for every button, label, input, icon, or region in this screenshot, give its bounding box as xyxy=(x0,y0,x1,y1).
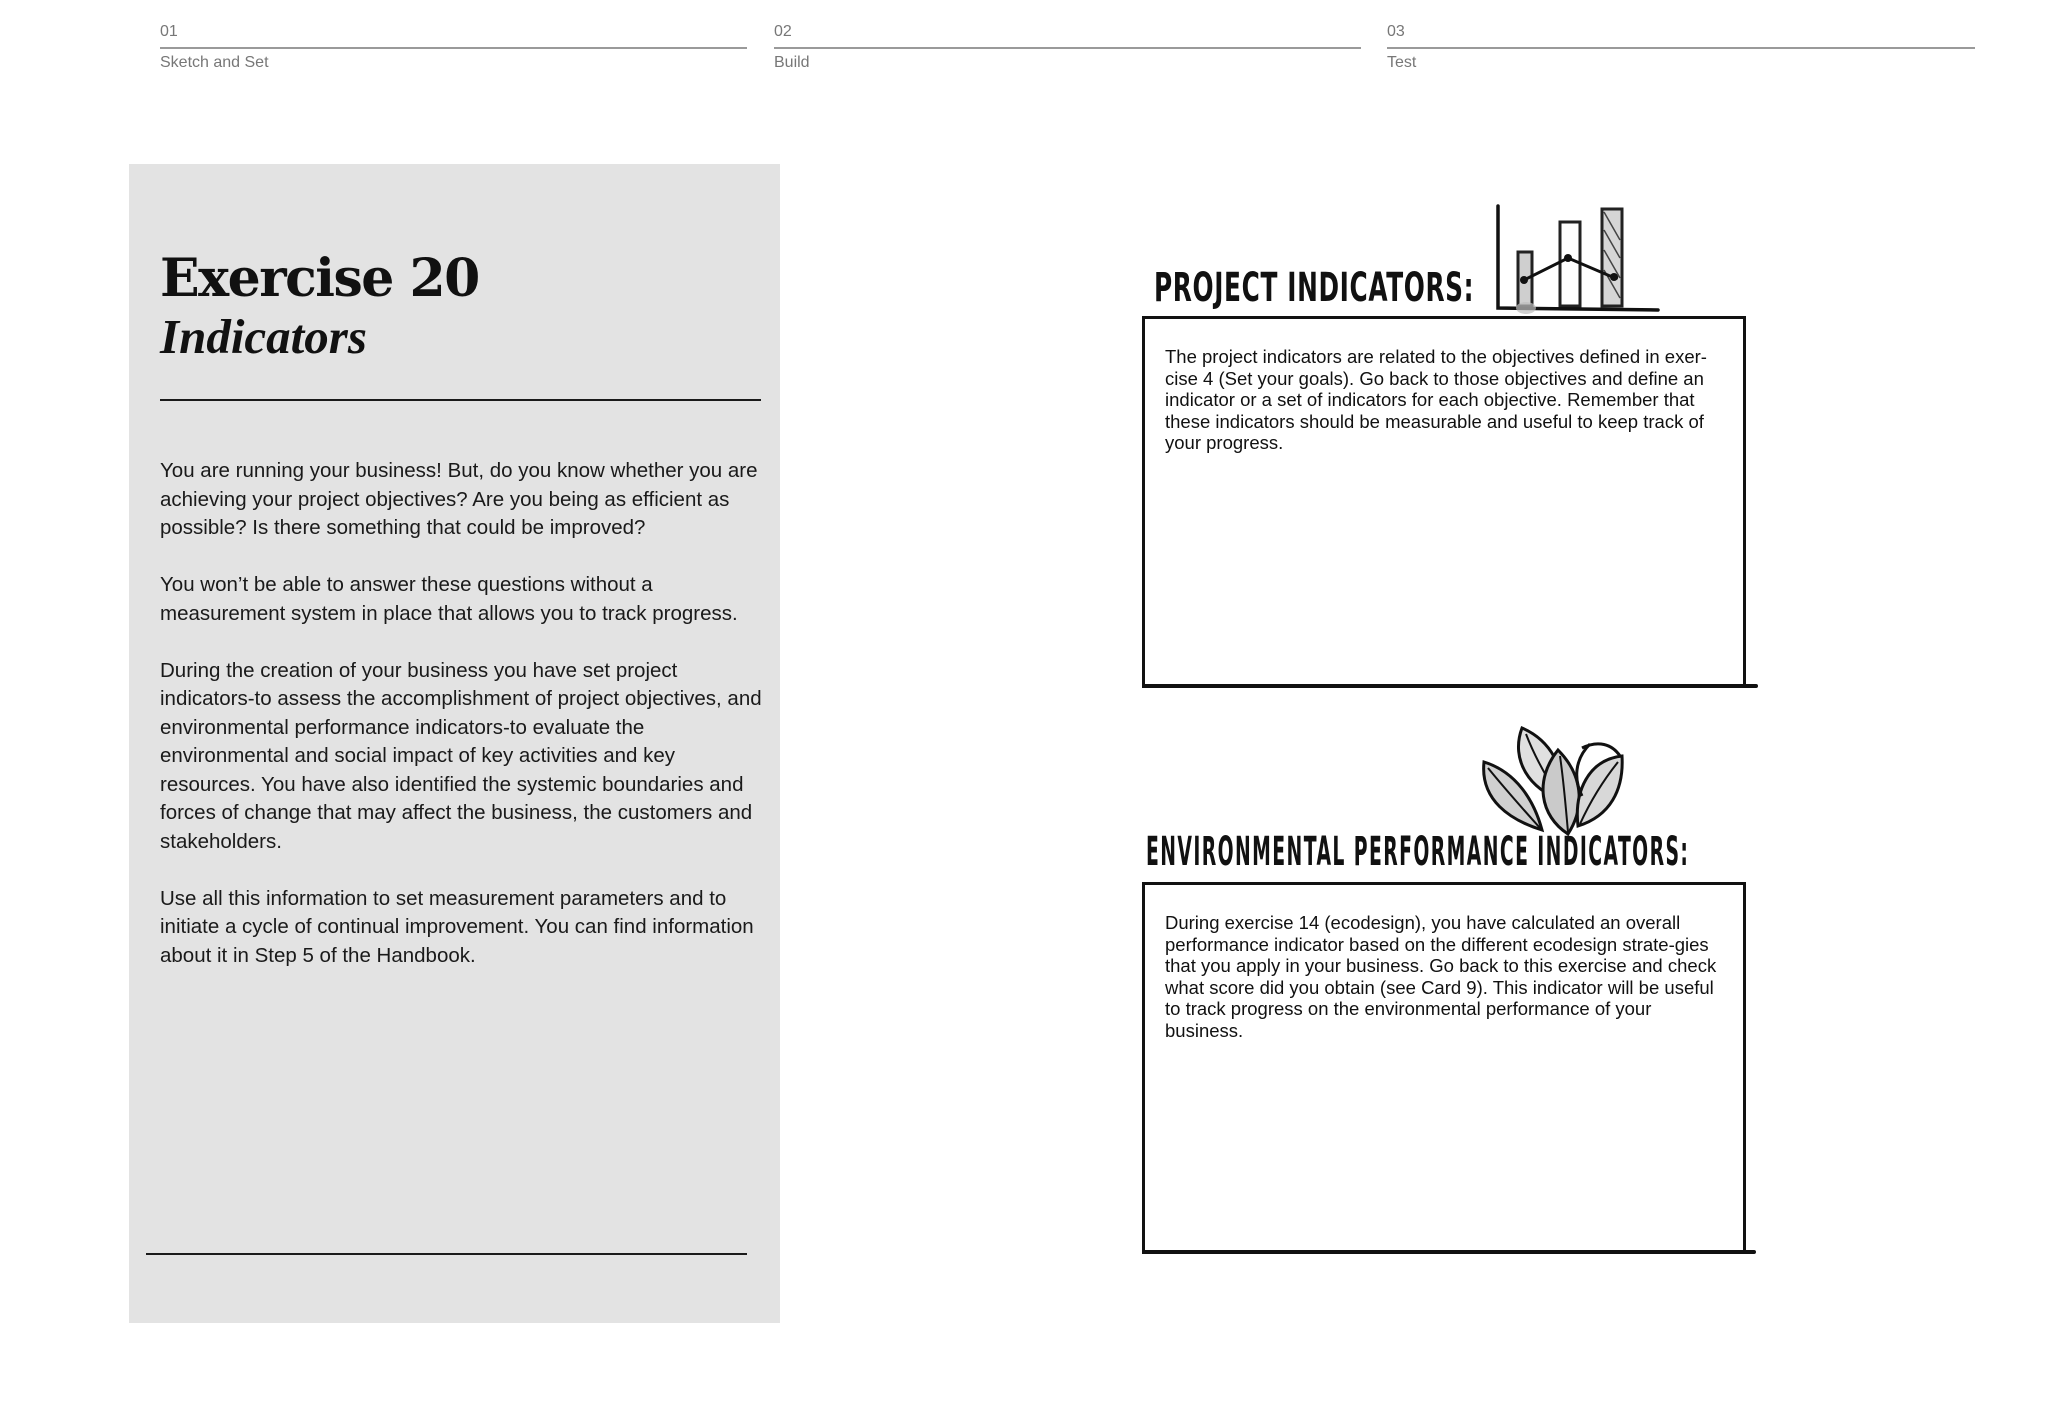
description-paragraph: Use all this information to set measurement parameters and to initiate a cycle of continual improvement. You can find information about it in Step 5 of the Handbook. xyxy=(160,886,754,967)
box-stroke xyxy=(1700,684,1758,688)
step-number: 01 xyxy=(160,23,178,40)
description-paragraph: During the creation of your business you have set project indicators-to assess the accomplishment of project objectives, and environmental performance indicators-to evaluate the environmental and social impact of key activities and key resources. You have also identified the systemic boundaries and forces of change that may affect the business, the customers and stakeholders. xyxy=(160,658,762,853)
step-2 xyxy=(774,22,1361,73)
exercise-title: Exercise 20 xyxy=(160,248,479,309)
step-label: Test xyxy=(1387,54,1417,71)
step-number: 02 xyxy=(774,23,792,40)
environmental-indicators-heading: ENVIRONMENTAL PERFORMANCE INDICATORS: xyxy=(1146,829,1690,875)
exercise-description xyxy=(160,457,772,999)
step-divider xyxy=(1387,47,1975,49)
box-stroke xyxy=(1700,1250,1756,1254)
step-label: Build xyxy=(774,54,810,71)
step-label: Sketch and Set xyxy=(160,54,269,71)
description-paragraph: You are running your business! But, do you know whether you are achieving your project objectives? Are you being as efficient as possible? Is there something that could be improved? xyxy=(160,459,758,539)
step-number: 03 xyxy=(1387,23,1405,40)
exercise-subtitle: Indicators xyxy=(160,309,367,364)
environmental-indicators-instructions: During exercise 14 (ecodesign), you have calculated an overall performance indicator based on the different ecodesign strate-gies that you apply in your business. Go back to this exercise and check what score did you obtain (see Card 9). This indicator will be useful to track progress on the environmental performance of your business. xyxy=(1165,912,1717,1041)
step-3 xyxy=(1387,22,1975,73)
step-divider xyxy=(774,47,1361,49)
step-1 xyxy=(160,22,747,73)
project-indicators-instructions: The project indicators are related to the objectives defined in exer-cise 4 (Set your goals). Go back to those objectives and define an indicator or a set of indicators for each objective. Remember that these indicators should be measurable and useful to keep track of your progress. xyxy=(1165,346,1707,453)
project-indicators-box[interactable] xyxy=(1142,316,1746,688)
leaves-sketch-icon xyxy=(1470,720,1638,840)
bar-chart-sketch-icon xyxy=(1490,200,1662,318)
step-divider xyxy=(160,47,747,49)
project-indicators-heading: PROJECT INDICATORS: xyxy=(1154,265,1475,311)
description-paragraph: You won’t be able to answer these questions without a measurement system in place that allows you to track progress. xyxy=(160,573,738,625)
exercise-panel xyxy=(129,164,780,1323)
bottom-divider xyxy=(146,1253,747,1255)
title-divider xyxy=(160,399,761,401)
environmental-indicators-box[interactable] xyxy=(1142,882,1746,1254)
